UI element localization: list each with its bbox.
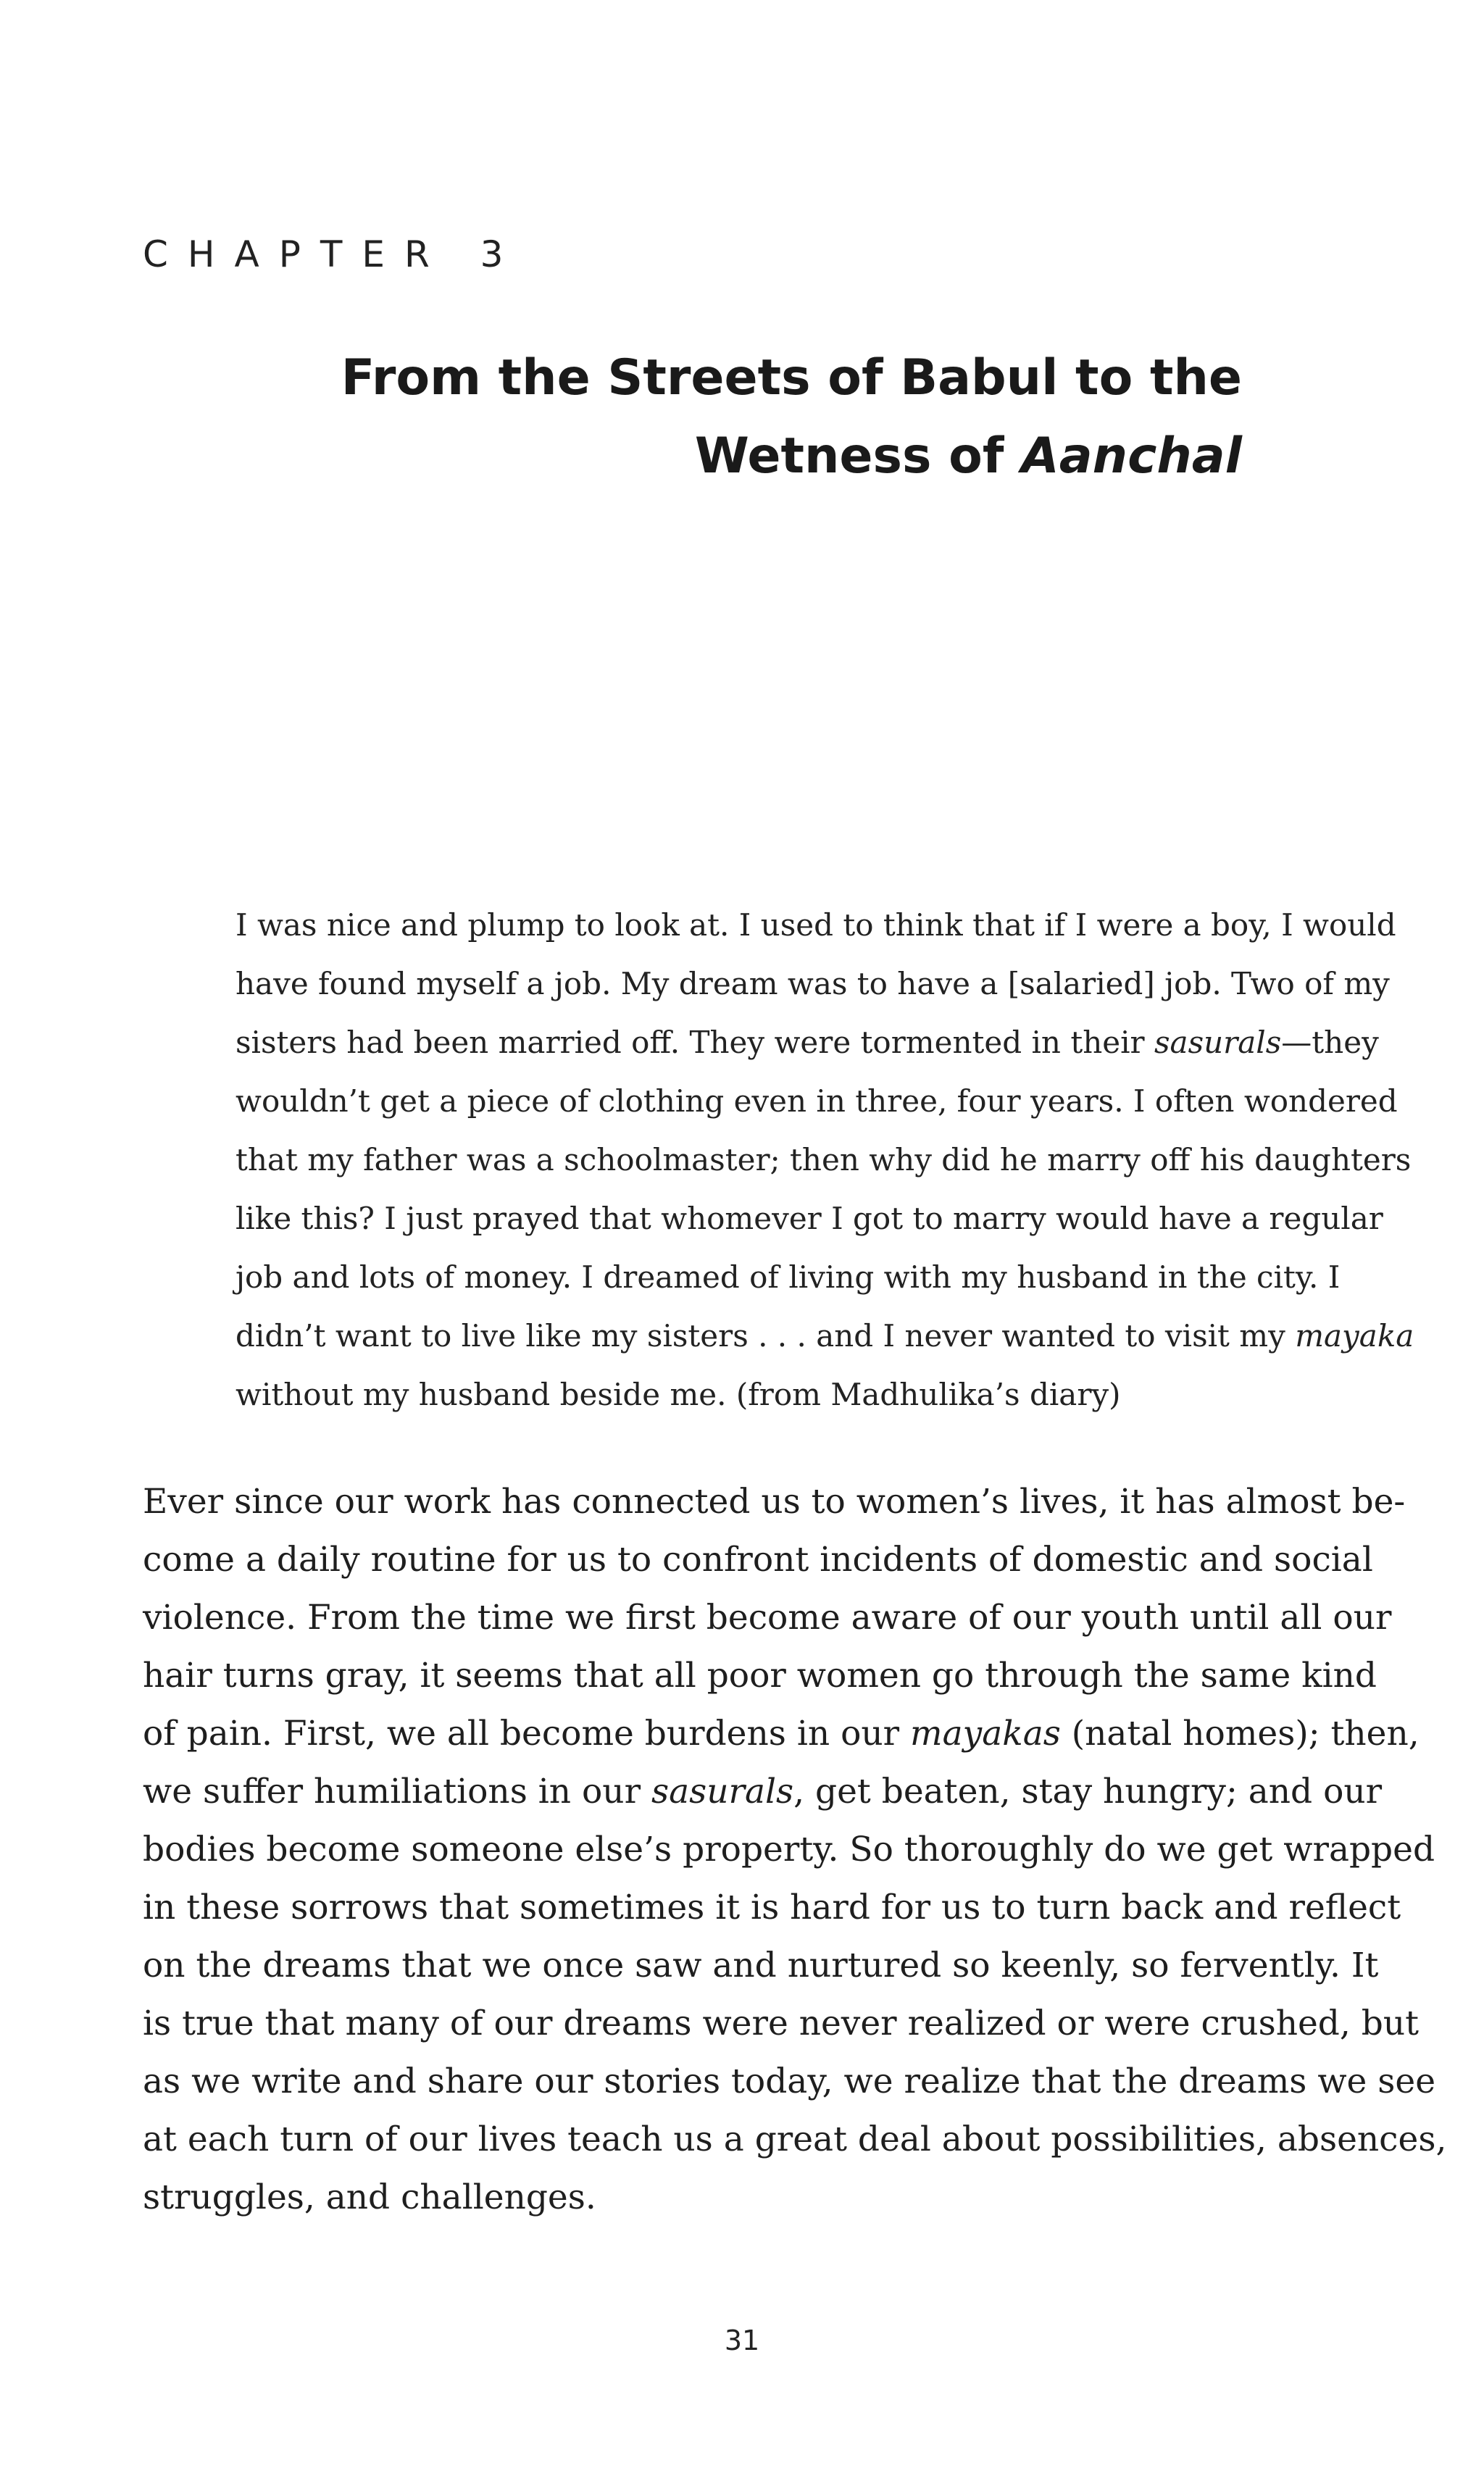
chapter-title-italic-word: Aanchal — [1021, 428, 1242, 485]
epigraph-line — [235, 1013, 1379, 1072]
epigraph-line: wouldn’t get a piece of clothing even in three, four years. I often wondered — [235, 1083, 1398, 1119]
epigraph-line-text: sisters had been married off. They were tormented in their — [235, 1025, 1154, 1060]
body-line — [143, 1705, 1420, 1763]
epigraph-line-tail: —they — [1281, 1025, 1379, 1060]
body-line — [143, 1763, 1383, 1821]
body-line: hair turns gray, it seems that all poor women go through the same kind — [143, 1656, 1377, 1696]
epigraph-line: job and lots of money. I dreamed of living with my husband in the city. I — [235, 1259, 1341, 1295]
epigraph-italic-term: sasurals — [1154, 1025, 1282, 1060]
body-line: in these sorrows that sometimes it is hard for us to turn back and reflect — [143, 1888, 1401, 1927]
body-line: violence. From the time we first become aware of our youth until all our — [143, 1598, 1392, 1638]
body-line-tail: , get beaten, stay hungry; and our — [793, 1772, 1383, 1811]
epigraph-line — [235, 1306, 1414, 1365]
epigraph-line: that my father was a schoolmaster; then why did he marry off his daughters — [235, 1142, 1412, 1177]
chapter-title-line-2-prefix: Wetness of — [694, 428, 1022, 485]
chapter-label: CHAPTER 3 — [143, 233, 523, 275]
body-line: bodies become someone else’s property. So thoroughly do we get wrapped — [143, 1830, 1435, 1869]
body-line-tail: (natal homes); then, — [1060, 1714, 1420, 1754]
epigraph-line: have found myself a job. My dream was to have a [salaried] job. Two of my — [235, 966, 1390, 1001]
page-number: 31 — [724, 2325, 760, 2356]
chapter-title-line-2 — [341, 417, 1242, 496]
body-line: struggles, and challenges. — [143, 2177, 596, 2217]
body-line-text: we suffer humiliations in our — [143, 1772, 651, 1811]
chapter-title-line-1: From the Streets of Babul to the — [341, 349, 1242, 407]
epigraph-line: I was nice and plump to look at. I used to think that if I were a boy, I would — [235, 907, 1396, 943]
body-italic-term: sasurals — [651, 1772, 794, 1811]
body-line: Ever since our work has connected us to women’s lives, it has almost be- — [143, 1482, 1406, 1522]
body-line: as we write and share our stories today, we realize that the dreams we see — [143, 2061, 1436, 2101]
epigraph — [235, 896, 1414, 1424]
body-line: at each turn of our lives teach us a great deal about possibilities, absences, — [143, 2119, 1447, 2159]
epigraph-line-text: didn’t want to live like my sisters . . . and I never wanted to visit my — [235, 1318, 1296, 1354]
epigraph-italic-term: mayaka — [1295, 1318, 1414, 1354]
chapter-title — [341, 339, 1242, 496]
body-line: is true that many of our dreams were never realized or were crushed, but — [143, 2004, 1419, 2043]
body-line-text: of pain. First, we all become burdens in our — [143, 1714, 911, 1754]
body-line: on the dreams that we once saw and nurtured so keenly, so fervently. It — [143, 1946, 1379, 1985]
body-italic-term: mayakas — [910, 1714, 1061, 1754]
body-paragraph — [143, 1473, 1447, 2227]
epigraph-line: like this? I just prayed that whomever I got to marry would have a regular — [235, 1201, 1383, 1236]
epigraph-line: without my husband beside me. (from Madhulika’s diary) — [235, 1377, 1121, 1412]
body-line: come a daily routine for us to confront incidents of domestic and social — [143, 1540, 1373, 1580]
